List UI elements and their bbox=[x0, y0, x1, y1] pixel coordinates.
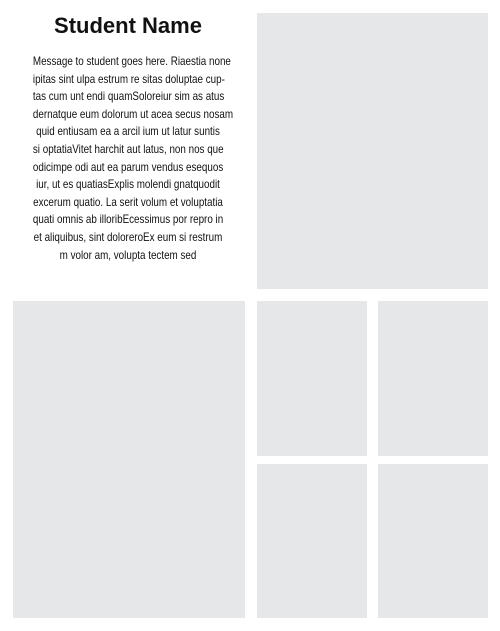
message-line: tas cum unt endi quamSoloreiur sim as atus bbox=[32, 89, 225, 104]
photo-placeholder-large-left bbox=[13, 301, 245, 618]
message-line: quati omnis ab illoribEcessimus por repro in bbox=[32, 212, 224, 227]
message-line: Message to student goes here. Riaestia none bbox=[32, 54, 231, 68]
message-line: si optatiaVitet harchit aut latus, non nos que bbox=[32, 141, 224, 156]
photo-placeholder-bottom-left bbox=[257, 464, 367, 618]
message-line: et aliquibus, sint doloreroEx eum si restrum bbox=[33, 229, 223, 244]
message-line: quid entiusam ea a arcil ium ut latur suntis bbox=[36, 124, 220, 139]
message-line: iur, ut es quatiasExplis molendi gnatquodit bbox=[36, 177, 220, 192]
student-name-heading: Student Name bbox=[54, 13, 202, 38]
message-line: dernatque eum dolorum ut acea secus nosam bbox=[32, 106, 234, 121]
photo-placeholder-bottom-right bbox=[378, 464, 488, 618]
photo-placeholder-middle-left bbox=[257, 301, 367, 456]
message-line: odicimpe odi aut ea parum vendus esequos bbox=[32, 159, 224, 174]
message-line: m volor am, volupta tectem sed bbox=[59, 247, 197, 262]
photo-placeholder-top-right bbox=[257, 13, 488, 289]
message-line: ipitas sint ulpa estrum re sitas doluptae cup- bbox=[32, 71, 225, 86]
photo-placeholder-middle-right bbox=[378, 301, 488, 456]
student-message bbox=[32, 53, 234, 264]
message-line: excerum quatio. La serit volum et voluptatia bbox=[33, 194, 223, 209]
